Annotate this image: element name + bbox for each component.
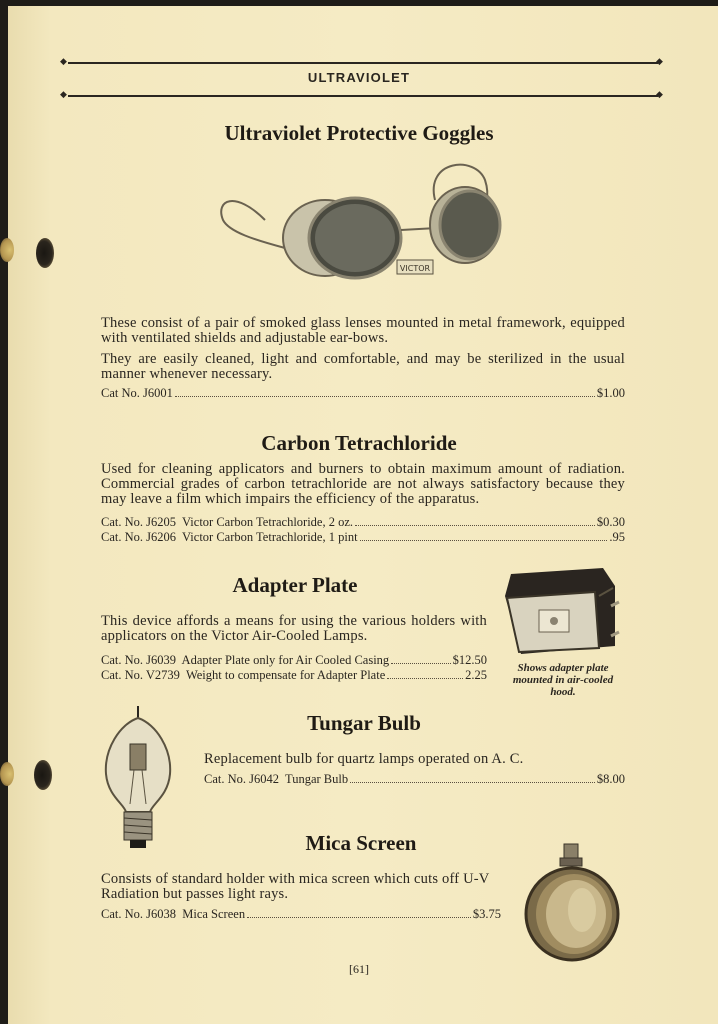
tungar-description: Replacement bulb for quartz lamps operated on A. C. xyxy=(204,751,524,767)
carbon-catalog-line-1 xyxy=(101,515,625,529)
leader-dots xyxy=(360,539,608,541)
binder-hole-top xyxy=(36,238,54,268)
goggles-description-1: These consist of a pair of smoked glass lenses mounted in metal framework, equipped with ventilated shields and adjustable ear-bows. xyxy=(101,315,625,346)
goggles-brand-label: VICTOR xyxy=(399,264,431,273)
mica-title: Mica Screen xyxy=(305,831,417,855)
carbon-description: Used for cleaning applicators and burners to obtain maximum amount of radiation. Commercial grades of carbon tetrachloride are not always satisfactory because they may leave a film which impairs the efficiency of the apparatus. xyxy=(101,461,625,507)
carbon-catalog-line-2 xyxy=(101,530,625,544)
carbon-title: Carbon Tetrachloride xyxy=(261,431,457,455)
adapter-catalog-line-1 xyxy=(101,653,487,667)
price: $1.00 xyxy=(596,386,625,400)
goggles-description-2: They are easily cleaned, light and comfortable, and may be sterilized in the usual manner whenever necessary. xyxy=(101,351,625,382)
adapter-plate-illustration xyxy=(503,566,623,656)
price: $3.75 xyxy=(472,907,501,921)
catalog-number: Cat. No. J6042 Tungar Bulb xyxy=(204,772,349,786)
price: .95 xyxy=(609,530,625,544)
header-rule-top xyxy=(68,62,658,64)
catalog-number: Cat. No. V2739 Weight to compensate for Adapter Plate xyxy=(101,668,386,682)
catalog-number: Cat. No. J6039 Adapter Plate only for Air Cooled Casing xyxy=(101,653,390,667)
adapter-description: This device affords a means for using the various holders with applicators on the Victor Air-Cooled Lamps. xyxy=(101,613,487,644)
adapter-catalog-line-2 xyxy=(101,668,487,682)
page-number: [61] xyxy=(349,962,369,976)
goggles-title: Ultraviolet Protective Goggles xyxy=(224,121,494,145)
binder-hole-bottom xyxy=(34,760,52,790)
rule-ornament: ◆ xyxy=(656,57,663,67)
rule-ornament: ◆ xyxy=(656,90,663,100)
rule-ornament: ◆ xyxy=(60,90,67,100)
goggles-catalog-line xyxy=(101,386,625,400)
leader-dots xyxy=(355,524,595,526)
mica-screen-illustration xyxy=(524,842,624,962)
binder-hole-edge-bottom xyxy=(0,762,14,786)
section-header: ULTRAVIOLET xyxy=(307,70,411,85)
catalog-number: Cat No. J6001 xyxy=(101,386,173,400)
mica-description: Consists of standard holder with mica screen which cuts off U-V Radiation but passes light rays. xyxy=(101,871,490,902)
price: $0.30 xyxy=(596,515,625,529)
price: 2.25 xyxy=(465,668,487,682)
catalog-number: Cat. No. J6206 Victor Carbon Tetrachloride, 1 pint xyxy=(101,530,358,544)
leader-dots xyxy=(387,677,463,679)
leader-dots xyxy=(391,662,450,664)
price: $12.50 xyxy=(452,653,487,667)
tungar-title: Tungar Bulb xyxy=(307,711,421,735)
adapter-caption: Shows adapter plate mounted in air-cooled hood. xyxy=(512,662,614,698)
rule-ornament: ◆ xyxy=(60,57,67,67)
catalog-number: Cat. No. J6038 Mica Screen xyxy=(101,907,246,921)
mica-catalog-line xyxy=(101,907,501,921)
leader-dots xyxy=(350,781,595,783)
leader-dots xyxy=(247,916,471,918)
goggles-illustration xyxy=(215,160,515,290)
leader-dots xyxy=(175,395,595,397)
binder-hole-edge-top xyxy=(0,238,14,262)
tungar-catalog-line xyxy=(204,772,625,786)
price: $8.00 xyxy=(596,772,625,786)
catalog-number: Cat. No. J6205 Victor Carbon Tetrachloride, 2 oz. xyxy=(101,515,354,529)
adapter-title: Adapter Plate xyxy=(232,573,358,597)
header-rule-bottom xyxy=(68,95,658,97)
